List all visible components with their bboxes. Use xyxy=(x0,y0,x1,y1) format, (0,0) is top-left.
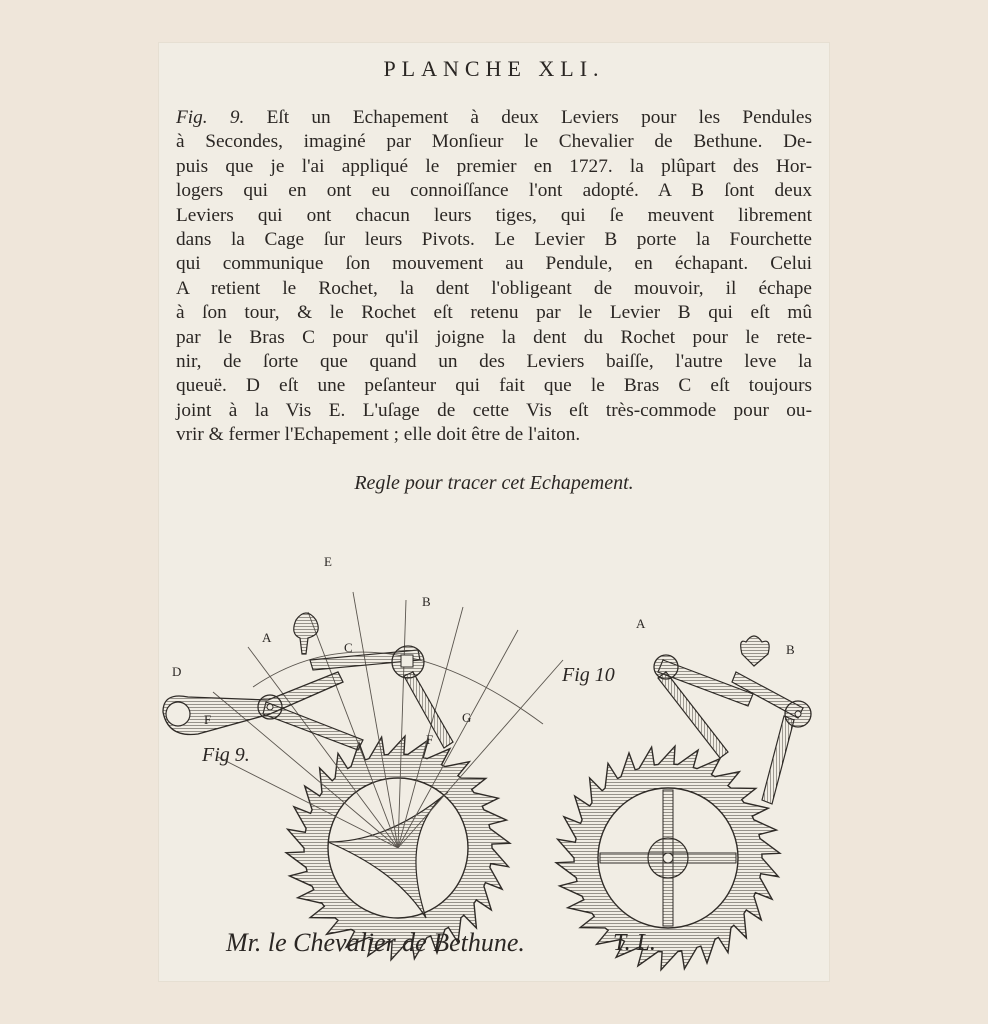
text-line-content: Eſt un Echapement à deux Leviers pour les Pendules xyxy=(244,107,812,128)
label-a: A xyxy=(262,630,272,645)
text-line: à Secondes, imaginé par Monſieur le Chevalier de Bethune. De- xyxy=(176,131,812,153)
text-line: dans la Cage ſur leurs Pivots. Le Levier B porte la Fourchette xyxy=(176,229,812,251)
text-line: à ſon tour, & le Rochet eſt retenu par le Levier B qui eſt mû xyxy=(176,302,812,324)
text-line: Leviers qui ont chacun leurs tiges, qui ſe meuvent librement xyxy=(176,204,812,226)
engraving-illustration xyxy=(158,542,830,982)
label-b-fig10: B xyxy=(786,642,795,657)
page-title: PLANCHE XLI. xyxy=(383,56,605,81)
engraving-figures xyxy=(158,542,830,982)
figure-10-label: Fig 10 xyxy=(562,664,615,686)
label-f: F xyxy=(204,712,212,727)
text-line: joint à la Vis E. L'uſage de cette Vis eſt très-commode pour ou- xyxy=(176,399,812,421)
label-f-tooth: F xyxy=(426,732,434,747)
figure-reference: Fig. 9. xyxy=(176,107,245,128)
label-g: G xyxy=(462,710,472,725)
section-heading: Regle pour tracer cet Echapement. xyxy=(354,472,634,494)
label-d: D xyxy=(172,664,182,679)
label-b: B xyxy=(422,594,431,609)
label-a-fig10: A xyxy=(636,616,646,631)
description-text xyxy=(176,106,812,448)
label-e: E xyxy=(324,554,332,569)
text-line: par le Bras C pour qu'il joigne la dent du Rochet pour le rete- xyxy=(176,326,812,348)
text-line: nir, de ſorte que quand un des Leviers baiſſe, l'autre leve la xyxy=(176,351,812,373)
fig10-escape-wheel xyxy=(556,746,780,970)
plate-page xyxy=(158,42,830,982)
text-line: A retient le Rochet, la dent l'obligeant de mouvoir, il échape xyxy=(176,277,812,299)
text-line xyxy=(176,106,812,130)
text-line: queuë. D eſt une peſanteur qui fait que le Bras C eſt toujours xyxy=(176,375,812,397)
engraver-initials: T. L. xyxy=(613,930,656,956)
text-line: logers qui en ont eu connoiſſance l'ont adopté. A B ſont deux xyxy=(176,180,812,202)
text-line: vrir & fermer l'Echapement ; elle doit être de l'aiton. xyxy=(176,424,581,446)
figure-9-label: Fig 9. xyxy=(202,744,250,766)
text-line: qui communique ſon mouvement au Pendule, en échapant. Celui xyxy=(176,253,812,275)
engraving-signature: Mr. le Chevalier de Bethune. xyxy=(226,928,525,957)
text-line: puis que je l'ai appliqué le premier en 1727. la plûpart des Hor- xyxy=(176,155,812,177)
label-c: C xyxy=(344,640,353,655)
fig9-levers xyxy=(163,613,453,750)
